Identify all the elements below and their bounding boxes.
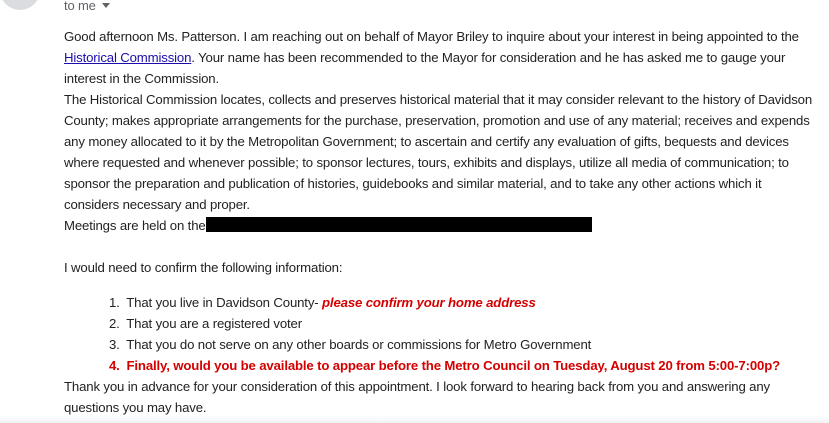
- list-item: [64, 334, 816, 355]
- list-item-text: That you live in Davidson County-: [126, 295, 323, 310]
- intro-text-end: . Your name has been recommended to the Mayor for consideration and he has asked me to gauge your interest in the Commission.: [64, 50, 786, 86]
- list-item-text: That you are a registered voter: [126, 316, 302, 331]
- list-item-number: 1.: [109, 295, 120, 310]
- email-paragraph-intro: [64, 26, 816, 89]
- recipient-label: to me: [64, 0, 96, 13]
- list-item-emphasis: please confirm your home address: [322, 295, 536, 310]
- sender-avatar[interactable]: [0, 0, 40, 10]
- list-item: [64, 355, 816, 376]
- email-paragraph-commission-description: The Historical Commission locates, collects and preserves historical material that it may consider relevant to the history of Davidson County; makes appropriate arrangements for the purchase, preservation, promotion and use of any material; receives and expends any money allocated to it by the Metropolitan Government; to ascertain and certify any evaluation of gifts, bequests and devices where requested and whenever possible; to sponsor lectures, tours, exhibits and displays, utilize all media of communication; to sponsor the preparation and publication of histories, guidebooks and similar material, and to take any other actions which it considers necessary and proper.: [64, 92, 813, 212]
- list-item: [64, 313, 816, 334]
- intro-text-start: Good afternoon Ms. Patterson. I am reaching out on behalf of Mayor Briley to inquire about your interest in being appointed to the: [64, 29, 799, 44]
- list-item: [64, 292, 816, 313]
- bottom-divider: [0, 415, 829, 423]
- recipient-header: [64, 0, 110, 12]
- email-paragraph-confirm-intro: I would need to confirm the following information:: [64, 260, 343, 275]
- email-paragraph-closing: Thank you in advance for your consideration of this appointment. I look forward to hearing back from you and answering any questions you may have.: [64, 379, 770, 415]
- list-item-number: 4.: [109, 358, 120, 373]
- email-paragraph-meetings: [64, 215, 816, 236]
- confirmation-list: [64, 292, 816, 376]
- meetings-text: Meetings are held on the: [64, 218, 206, 233]
- list-item-number: 3.: [109, 337, 120, 352]
- recipient-details-dropdown-icon[interactable]: [102, 3, 110, 8]
- list-item-text: Finally, would you be available to appear before the Metro Council on Tuesday, August 20 from 5:00-7:00p?: [126, 358, 781, 373]
- historical-commission-link[interactable]: Historical Commission: [64, 50, 192, 65]
- list-item-text: That you do not serve on any other boards or commissions for Metro Government: [126, 337, 592, 352]
- list-item-number: 2.: [109, 316, 120, 331]
- redacted-block: [206, 217, 592, 232]
